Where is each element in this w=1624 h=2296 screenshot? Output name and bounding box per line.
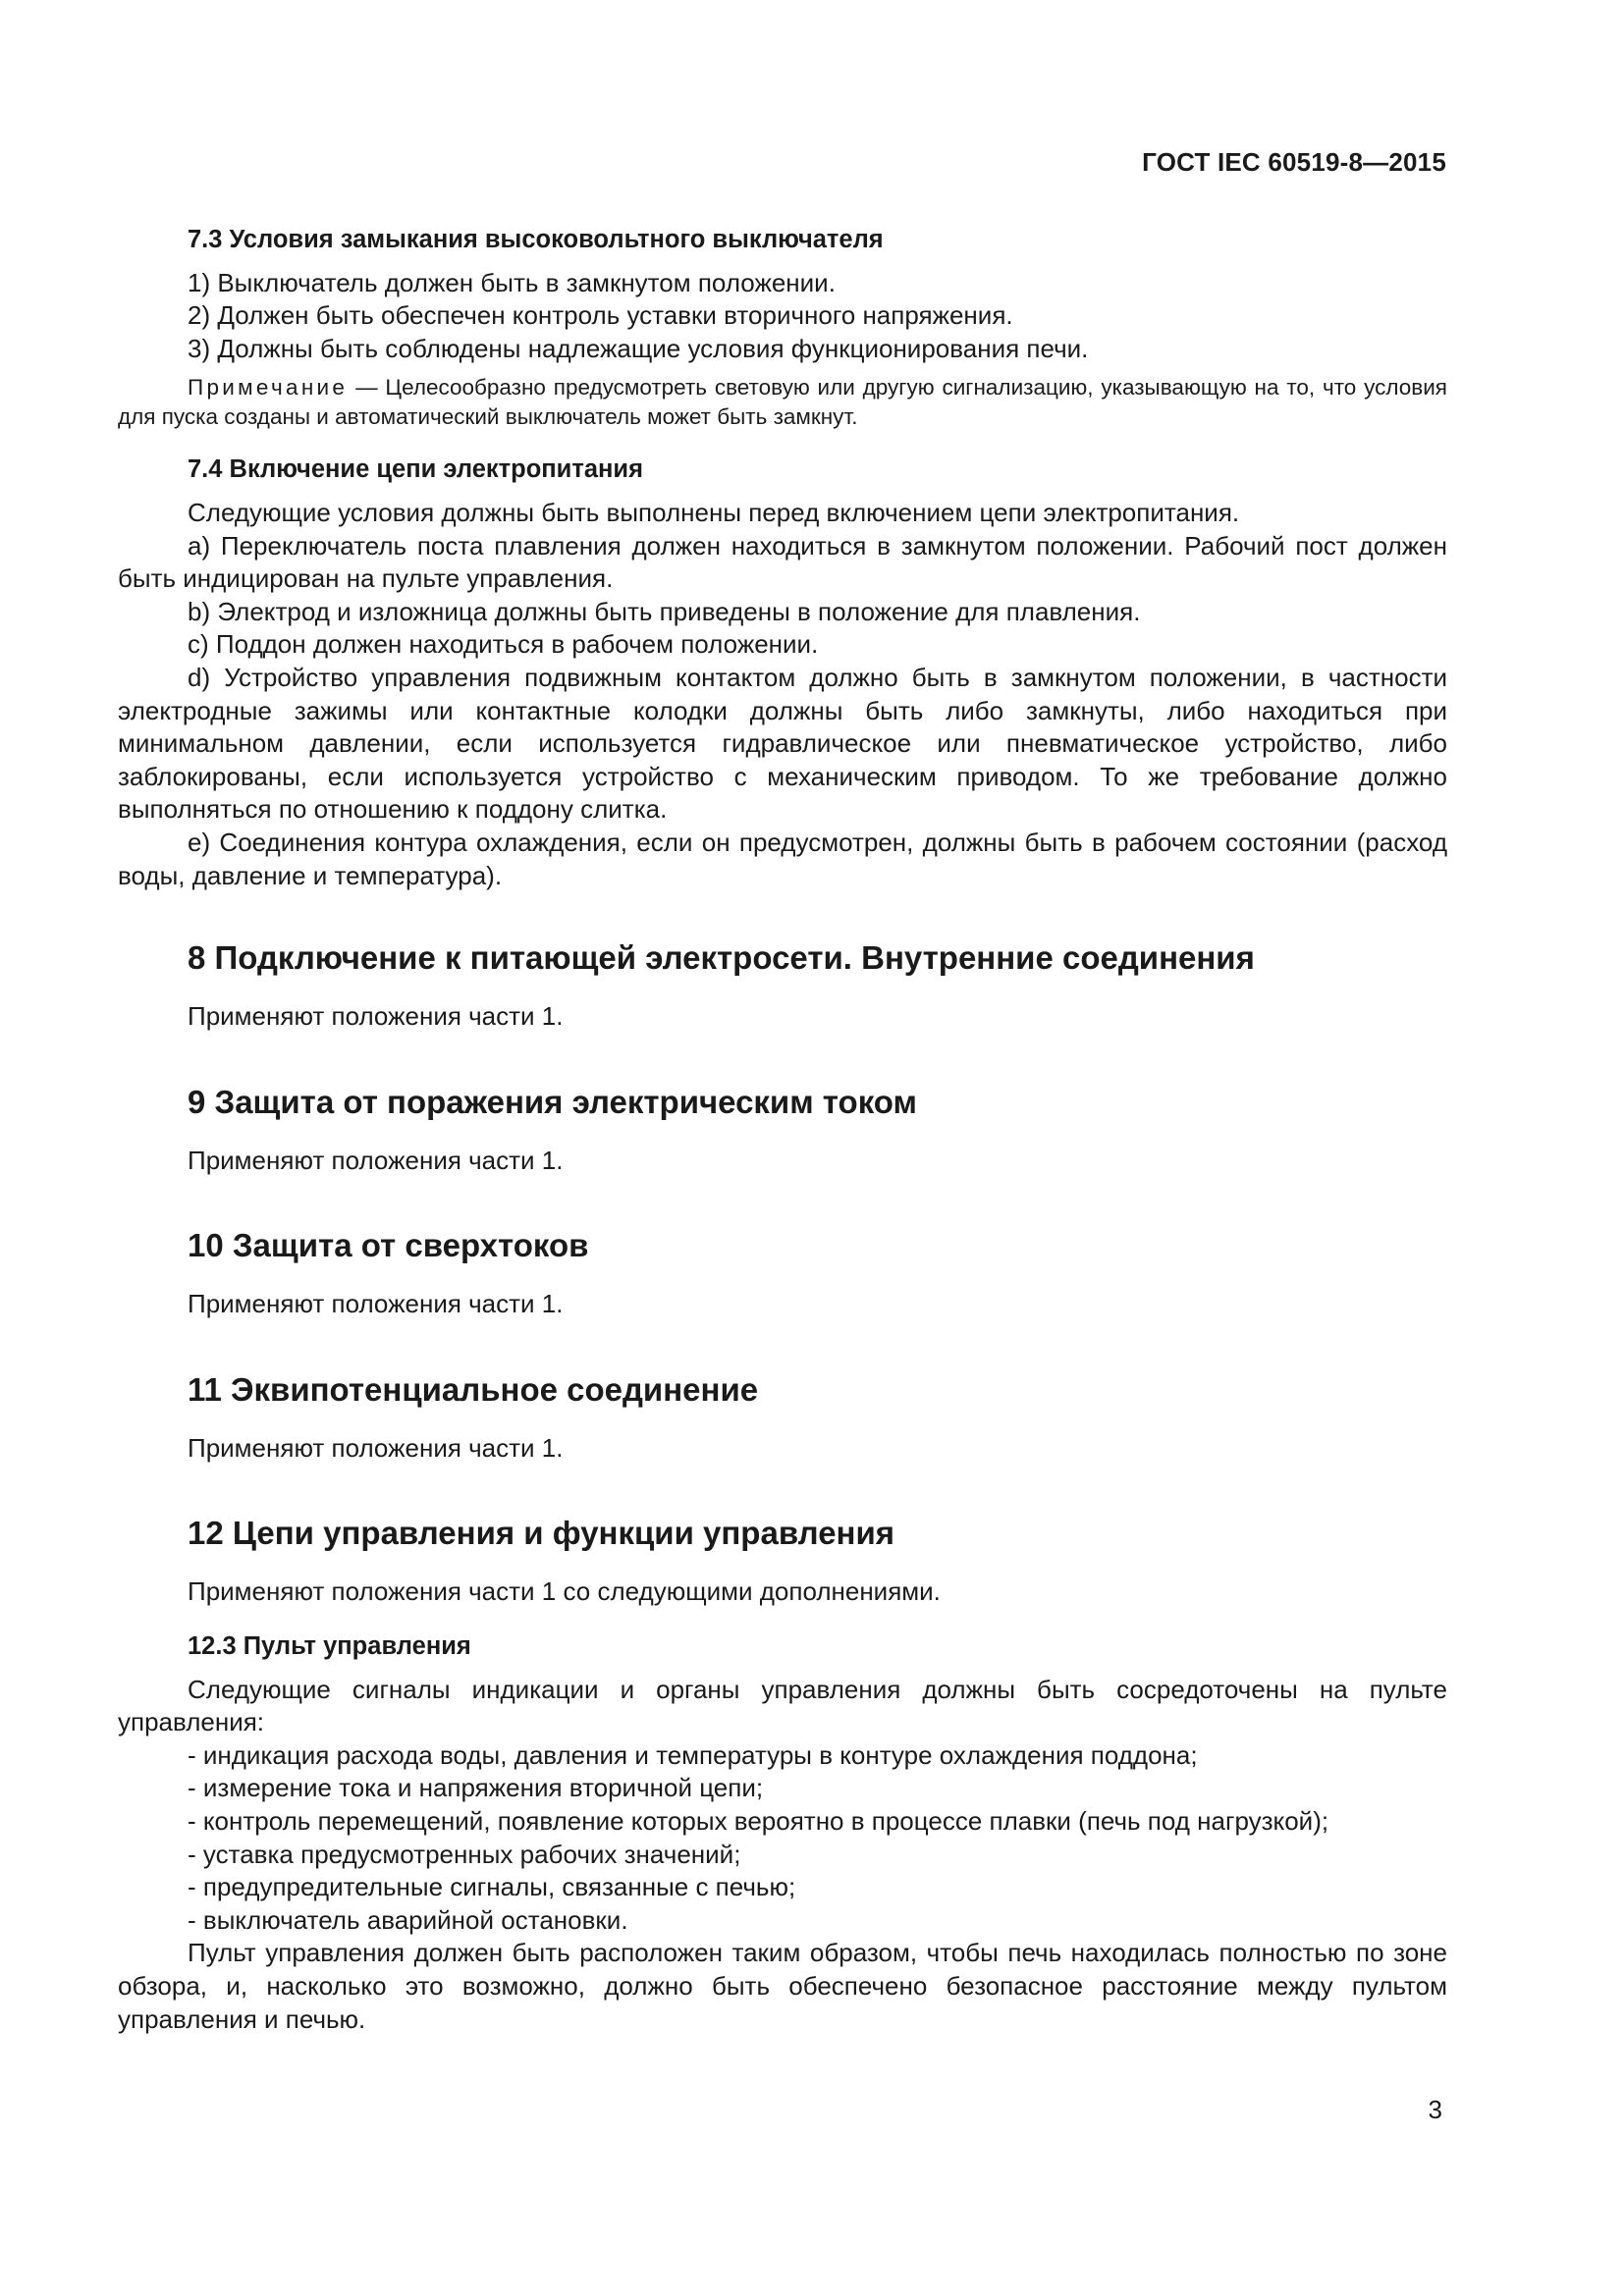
list-item: - индикация расхода воды, давления и температуры в контуре охлаждения поддона;	[188, 1739, 1198, 1770]
section-11-title: 11 Эквипотенциальное соединение	[188, 1370, 759, 1408]
section-8-title: 8 Подключение к питающей электросети. Внутренние соединения	[188, 939, 1255, 977]
list-item: 2) Должен быть обеспечен контроль уставки вторичного напряжения.	[188, 300, 1013, 331]
paragraph: Следующие сигналы индикации и органы управления должны быть сосредоточены на пульте управления:	[118, 1674, 1447, 1737]
list-item: - выключатель аварийной остановки.	[188, 1904, 628, 1935]
paragraph: Применяют положения части 1.	[188, 1145, 564, 1175]
note-text: — Целесообразно предусмотреть световую или другую сигнализацию, указывающую на то, что условия для пуска созданы и автоматический выключатель может быть замкнут.	[118, 375, 1447, 430]
paragraph: Пульт управления должен быть расположен таким образом, чтобы печь находилась полностью по зоне обзора, и, насколько это возможно, должно быть обеспечено безопасное расстояние между пультом управления и печью.	[118, 1938, 1447, 2034]
list-item: - уставка предусмотренных рабочих значений;	[188, 1839, 741, 1869]
list-item: b) Электрод и изложница должны быть приведены в положение для плавления.	[188, 596, 1141, 626]
list-item: c) Поддон должен находиться в рабочем положении.	[188, 629, 819, 660]
subsection-7-4-title: 7.4 Включение цепи электропитания	[188, 455, 643, 484]
note-label: Примечание	[188, 375, 349, 400]
list-item: d) Устройство управления подвижным контактом должно быть в замкнутом положении, в частности электродные зажимы или контактные колодки должны быть либо замкнуты, либо находиться при минимальном давлении, если используется гидравлическое или пневматическое устройство, либо заблокированы, если используется устройство с механическим приводом. То же требование должно выполняться по отношению к поддону слитка.	[118, 662, 1447, 825]
note	[118, 373, 1447, 432]
list-item: - измерение тока и напряжения вторичной цепи;	[188, 1773, 764, 1803]
page-number: 3	[1428, 2095, 1442, 2124]
paragraph: Применяют положения части 1.	[188, 1289, 564, 1319]
list-item: - контроль перемещений, появление которых вероятно в процессе плавки (печь под нагрузкой);	[188, 1806, 1329, 1837]
subsection-7-3-title: 7.3 Условия замыкания высоковольтного выключателя	[188, 226, 884, 253]
paragraph: Применяют положения части 1.	[188, 1432, 564, 1463]
document-designation: ГОСТ IEC 60519-8—2015	[1142, 147, 1446, 177]
section-9-title: 9 Защита от поражения электрическим током	[188, 1083, 917, 1120]
paragraph: Применяют положения части 1 со следующими дополнениями.	[188, 1576, 941, 1607]
list-item: e) Соединения контура охлаждения, если он предусмотрен, должны быть в рабочем состоянии (расход воды, давление и температура).	[118, 827, 1447, 890]
paragraph: Применяют положения части 1.	[188, 1001, 564, 1032]
page-content	[118, 224, 1447, 2036]
paragraph: Следующие условия должны быть выполнены перед включением цепи электропитания.	[188, 497, 1240, 527]
section-12-title: 12 Цепи управления и функции управления	[188, 1515, 895, 1552]
list-item: 3) Должны быть соблюдены надлежащие условия функционирования печи.	[188, 333, 1089, 363]
list-item: - предупредительные сигналы, связанные с печью;	[188, 1872, 796, 1902]
list-item: a) Переключатель поста плавления должен находиться в замкнутом положении. Рабочий пост должен быть индицирован на пульте управления.	[118, 530, 1447, 594]
list-item: 1) Выключатель должен быть в замкнутом положении.	[188, 267, 836, 297]
section-10-title: 10 Защита от сверхтоков	[188, 1227, 589, 1264]
subsection-12-3-title: 12.3 Пульт управления	[188, 1632, 471, 1661]
